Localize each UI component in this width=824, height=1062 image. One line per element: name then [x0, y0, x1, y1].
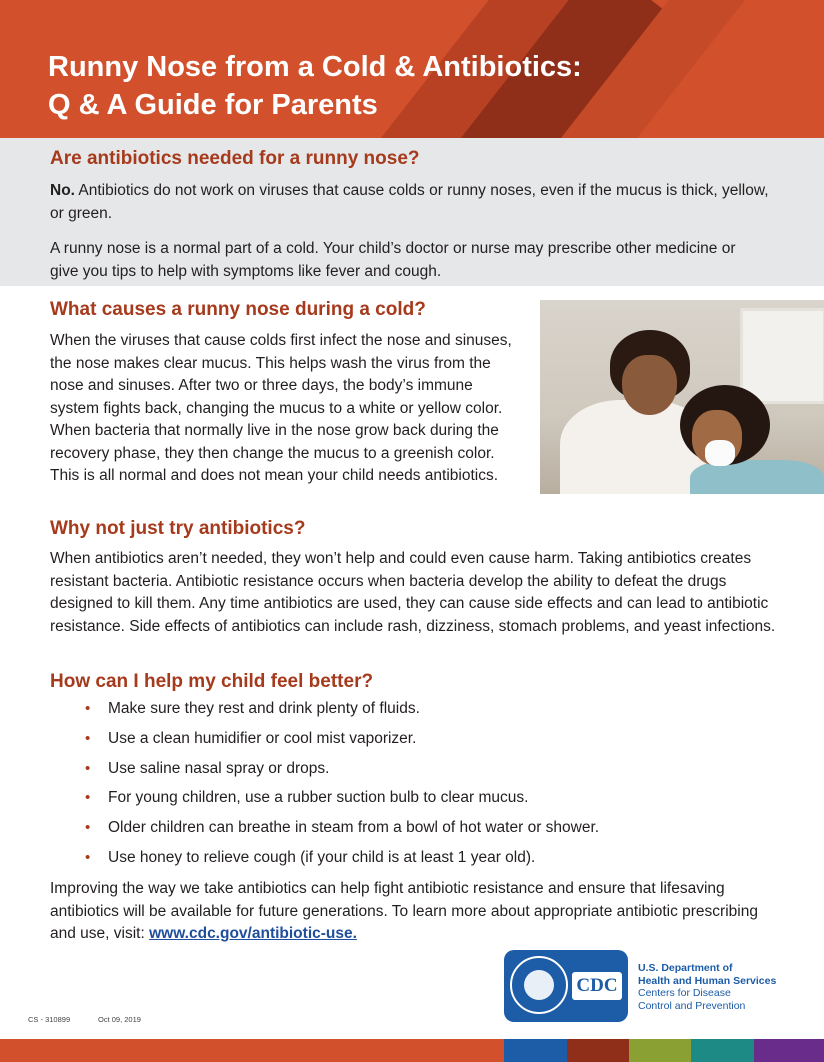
section2-paragraph: When the viruses that cause colds first infect the nose and sinuses, the nose makes clear mucus. This helps wash the virus from the nose and sinuses. After two or three days, the body’s immune system fights back, changing the mucus to a white or yellow color. When bacteria that normally live in the nose grow back during the recovery phase, they then change the mucus to a greenish color. This is all normal and does not mean your child needs antibiotics. [50, 332, 512, 484]
section-heading-antibiotics-needed: Are antibiotics needed for a runny nose? [50, 148, 420, 169]
bullet-icon: • [85, 729, 91, 747]
mother-child-photo [540, 300, 824, 494]
title-line-2: Q & A Guide for Parents [48, 89, 378, 121]
section-heading-causes: What causes a runny nose during a cold? [50, 299, 426, 320]
footer-segment [567, 1039, 629, 1062]
list-item-text: Older children can breathe in steam from a bowl of hot water or shower. [108, 819, 600, 837]
section-heading-feel-better: How can I help my child feel better? [50, 671, 374, 692]
photo-woman-face [622, 355, 677, 415]
page-title [48, 48, 582, 124]
logo-block [504, 950, 628, 1022]
answer-text: Antibiotics do not work on viruses that cause colds or runny noses, even if the mucus is thick, yellow, or green. [50, 182, 769, 222]
list-item-text: Make sure they rest and drink plenty of fluids. [108, 700, 420, 717]
footer-color-bar [0, 1039, 824, 1062]
list-item-text: Use saline nasal spray or drops. [108, 759, 330, 777]
tips-list [80, 698, 780, 877]
cdc-logo: CDC [572, 972, 622, 1000]
bullet-icon: • [85, 789, 91, 807]
footer-segment [754, 1039, 824, 1062]
footer-segment [0, 1039, 504, 1062]
photo-window [740, 308, 824, 404]
hhs-seal-inner [524, 970, 554, 1000]
bullet-icon: • [85, 819, 91, 837]
list-item [80, 817, 780, 847]
agency-line-2: Health and Human Services [638, 974, 777, 987]
list-item [80, 728, 780, 758]
document-date: Oct 09, 2019 [98, 1015, 141, 1024]
section-heading-why-not: Why not just try antibiotics? [50, 518, 306, 539]
list-item [80, 758, 780, 788]
photo-girl-body [690, 460, 824, 494]
section1-paragraph: A runny nose is a normal part of a cold. Your child’s doctor or nurse may prescribe other medicine or give you tips to help with symptoms like fever and cough. [50, 240, 736, 280]
footer-segment [504, 1039, 567, 1062]
document-code: CS - 310899 [28, 1015, 71, 1024]
agency-line-1: U.S. Department of [638, 962, 733, 974]
closing-text: Improving the way we take antibiotics can help fight antibiotic resistance and ensure that lifesaving antibiotics will be available for future generations. To learn more about appropriate antibiotic prescribing and use, visit: [50, 880, 758, 942]
list-item [80, 787, 780, 817]
title-line-1: Runny Nose from a Cold & Antibiotics: [48, 51, 582, 83]
list-item [80, 698, 780, 728]
footer-segment [629, 1039, 691, 1062]
agency-line-3: Centers for Disease [638, 987, 731, 999]
list-item-text: For young children, use a rubber suction bulb to clear mucus. [108, 789, 529, 807]
cdc-antibiotic-use-link[interactable]: www.cdc.gov/antibiotic-use. [149, 925, 357, 942]
bullet-icon: • [85, 700, 91, 717]
agency-name [638, 962, 808, 1012]
section3-paragraph: When antibiotics aren’t needed, they won’t help and could even cause harm. Taking antibiotics creates resistant bacteria. Antibiotic resistance occurs when bacteria develop the ability to defeat the drugs designed to kill them. Any time antibiotics are used, they can cause side effects and can lead to antibiotic resistance. Side effects of antibiotics can include rash, dizziness, stomach problems, and yeast infections. [50, 550, 776, 635]
photo-tissue [705, 440, 735, 466]
footer-segment [691, 1039, 754, 1062]
hhs-seal-icon [510, 956, 568, 1014]
answer-no: No. [50, 182, 75, 199]
closing-paragraph [50, 878, 785, 946]
bullet-icon: • [85, 759, 91, 777]
agency-line-4: Control and Prevention [638, 999, 746, 1012]
list-item-text: Use a clean humidifier or cool mist vaporizer. [108, 729, 417, 747]
list-item [80, 847, 780, 877]
section1-answer [50, 180, 770, 225]
header-banner [0, 0, 824, 138]
bullet-icon: • [85, 848, 91, 866]
list-item-text: Use honey to relieve cough (if your child is at least 1 year old). [108, 848, 536, 866]
